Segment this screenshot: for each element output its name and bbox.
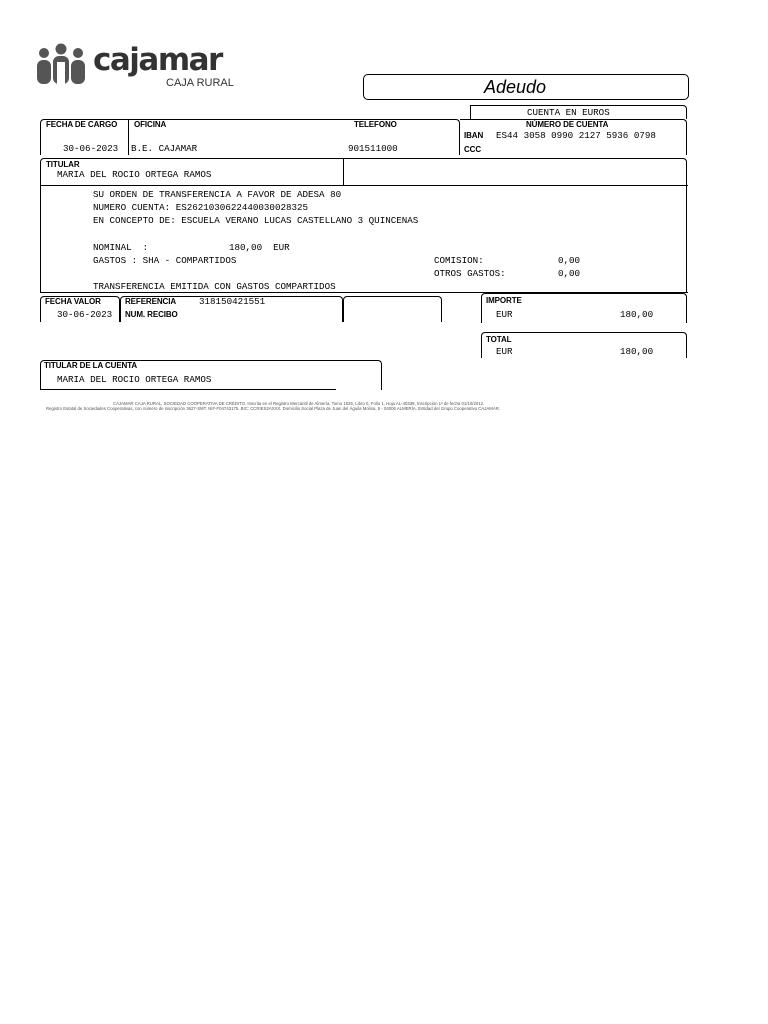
charge-date-label: FECHA DE CARGO xyxy=(46,120,118,129)
importe-value: 180,00 xyxy=(620,309,654,320)
ccc-label: CCC xyxy=(464,145,482,154)
document-title: Adeudo xyxy=(484,77,547,97)
detail-line-1: SU ORDEN DE TRANSFERENCIA A FAVOR DE ADESA 80 xyxy=(93,189,342,200)
comision-label: COMISION: xyxy=(434,255,484,266)
brand-name: cajamar xyxy=(93,42,222,78)
otros-gastos-label: OTROS GASTOS: xyxy=(434,268,506,279)
holder-value: MARIA DEL ROCIO ORTEGA RAMOS xyxy=(57,169,212,180)
importe-currency: EUR xyxy=(496,309,513,320)
currency-label: CUENTA EN EUROS xyxy=(527,107,610,118)
iban-value: ES44 3058 0990 2127 5936 0798 xyxy=(496,130,656,141)
receipt-number-label: NUM. RECIBO xyxy=(125,310,178,319)
reference-value: 318150421551 xyxy=(199,296,266,307)
document-title-box xyxy=(363,74,689,100)
phone-value: 901511000 xyxy=(348,143,398,154)
legal-line-2: Registro Estatal de Sociedades Cooperativas, con número de inscripción 3627-SMT. NIF-F04743175. BIC: CCRIES2AXXX. Domicilio Social Plaza de Juan del Águila Molina, 5 - 04006 ALMERÍA. Entidad del Grupo Cooperativo CAJAMAR. xyxy=(46,406,501,411)
nominal-label: NOMINAL : xyxy=(93,242,149,253)
comision-value: 0,00 xyxy=(558,255,581,266)
reference-label: REFERENCIA xyxy=(125,297,177,306)
nominal-value: 180,00 EUR xyxy=(229,242,290,253)
total-label: TOTAL xyxy=(486,335,512,344)
detail-footer-line: TRANSFERENCIA EMITIDA CON GASTOS COMPARTIDOS xyxy=(93,281,336,292)
value-date-label: FECHA VALOR xyxy=(45,297,101,306)
gastos-text: GASTOS : SHA - COMPARTIDOS xyxy=(93,255,237,266)
detail-line-3: EN CONCEPTO DE: ESCUELA VERANO LUCAS CASTELLANO 3 QUINCENAS xyxy=(93,215,419,226)
importe-label: IMPORTE xyxy=(486,296,522,305)
cajamar-logo xyxy=(36,43,246,91)
value-date-value: 30-06-2023 xyxy=(57,309,113,320)
office-label: OFICINA xyxy=(134,120,167,129)
charge-date-value: 30-06-2023 xyxy=(63,143,119,154)
legal-line-1: CAJAMAR CAJA RURAL, SOCIEDAD COOPERATIVA DE CRÉDITO. Inscrita en el Registro Mercantil de Almería, Tomo 1526, Libro 0, Folio 1, Hoja AL-40338, Inscripción 1ª de fecha 01/10/2012. xyxy=(113,401,485,406)
otros-gastos-value: 0,00 xyxy=(558,268,581,279)
iban-label: IBAN xyxy=(464,131,484,140)
total-currency: EUR xyxy=(496,346,513,357)
total-value: 180,00 xyxy=(620,346,654,357)
phone-label: TELEFONO xyxy=(354,120,397,129)
people-logo-icon xyxy=(36,43,86,87)
office-value: B.E. CAJAMAR xyxy=(131,143,198,154)
account-holder-label: TITULAR DE LA CUENTA xyxy=(44,361,138,370)
reference-extra-box xyxy=(343,296,442,322)
brand-subtitle: CAJA RURAL xyxy=(166,77,234,89)
account-number-label: NÚMERO DE CUENTA xyxy=(526,120,609,129)
detail-line-2: NUMERO CUENTA: ES2621030622440030028325 xyxy=(93,202,309,213)
account-holder-value: MARIA DEL ROCIO ORTEGA RAMOS xyxy=(57,374,212,385)
holder-label: TITULAR xyxy=(46,160,80,169)
